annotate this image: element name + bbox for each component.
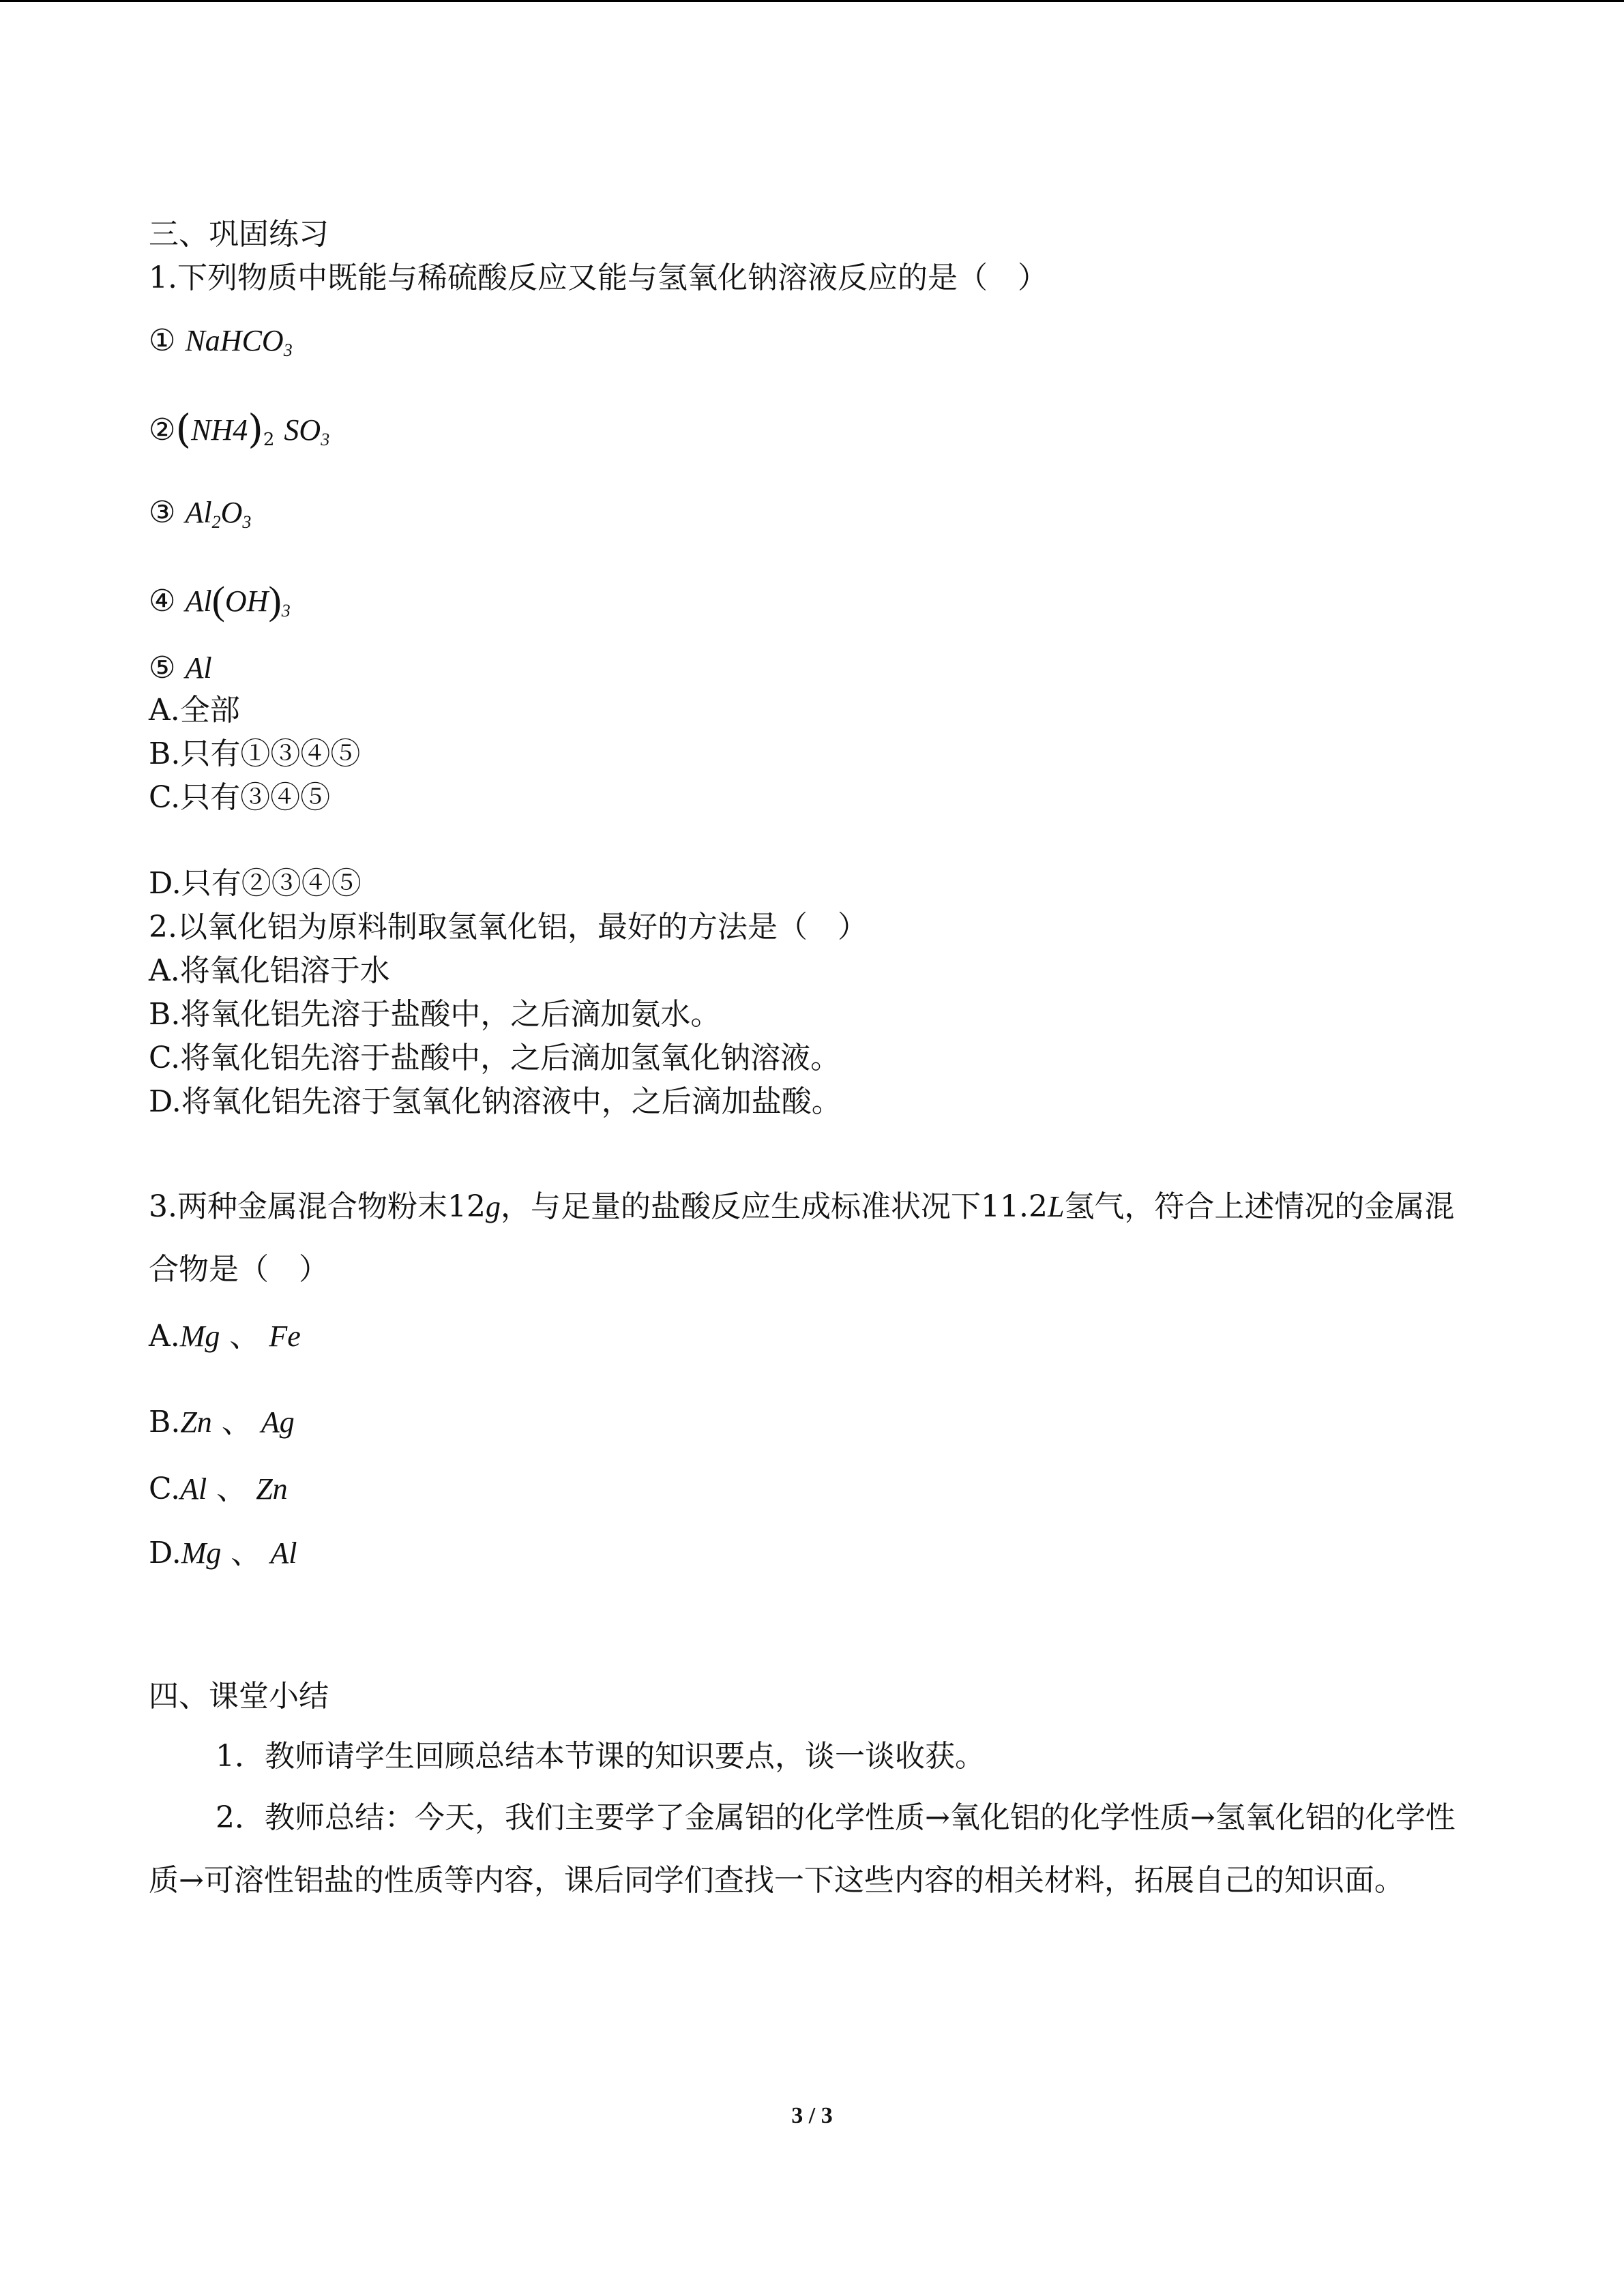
question-1-stem: 1.下列物质中既能与稀硫酸反应又能与氢氧化钠溶液反应的是（ ）	[149, 260, 1048, 295]
q1-item-4	[149, 578, 291, 623]
q1-item-1	[149, 323, 293, 360]
q2-option-c: C.将氧化铝先溶于盐酸中，之后滴加氢氧化钠溶液。	[149, 1041, 841, 1075]
formula-al2o3: $Al_2O_3$	[185, 496, 252, 532]
formula-so3: $SO_3$	[284, 413, 330, 449]
q1-option-c: C.只有③④⑤	[149, 780, 331, 815]
section-heading-practice: 三、巩固练习	[149, 217, 329, 252]
q1-option-b: B.只有①③④⑤	[149, 736, 361, 771]
formula-aloh3: $Al(OH)_3$	[185, 578, 291, 623]
q3-option-b: B.Zn 、 Ag	[149, 1405, 295, 1440]
top-border-line	[0, 0, 1624, 2]
q3-option-d: D.Mg 、 Al	[149, 1536, 297, 1570]
item-number: ②	[149, 413, 176, 447]
q3-option-a: A.Mg 、 Fe	[149, 1319, 301, 1354]
q2-option-d: D.将氧化铝先溶于氢氧化钠溶液中，之后滴加盐酸。	[149, 1084, 842, 1119]
item-number: ①	[149, 323, 176, 358]
question-2-stem: 2.以氧化铝为原料制取氢氧化铝，最好的方法是（ ）	[149, 910, 868, 944]
question-3-stem: 3.两种金属混合物粉末12g，与足量的盐酸反应生成标准状况下11.2L氢气，符合上述情况的金属混合物是（ ）	[149, 1189, 1455, 1287]
summary-paragraph-1: 1．教师请学生回顾总结本节课的知识要点，谈一谈收获。	[216, 1739, 985, 1774]
q1-option-a: A.全部	[149, 693, 240, 728]
summary-paragraph-2: 2．教师总结：今天，我们主要学了金属铝的化学性质→氧化铝的化学性质→氢氧化铝的化学性质→可溶性铝盐的性质等内容，课后同学们查找一下这些内容的相关材料，拓展自己的知识面。	[149, 1800, 1456, 1898]
q1-item-2: $②(NH4)_2$ $SO_3$	[149, 406, 330, 452]
formula-nh4: NH4	[191, 413, 248, 447]
item-number: ③	[149, 495, 176, 530]
formula-nahco3: NaHCO$_3$	[185, 324, 293, 360]
q2-option-b: B.将氧化铝先溶于盐酸中，之后滴加氨水。	[149, 997, 721, 1032]
item-number: ④	[149, 584, 176, 618]
item-number: ⑤	[149, 651, 176, 685]
formula-al: Al	[185, 651, 212, 685]
q2-option-a: A.将氧化铝溶于水	[149, 953, 390, 988]
q3-option-c: C.Al 、 Zn	[149, 1472, 288, 1506]
q1-item-5	[149, 653, 212, 683]
section-heading-summary: 四、课堂小结	[149, 1679, 329, 1714]
page-number: 3 / 3	[791, 2103, 833, 2128]
q1-item-3	[149, 495, 252, 532]
q1-option-d: D.只有②③④⑤	[149, 866, 361, 901]
